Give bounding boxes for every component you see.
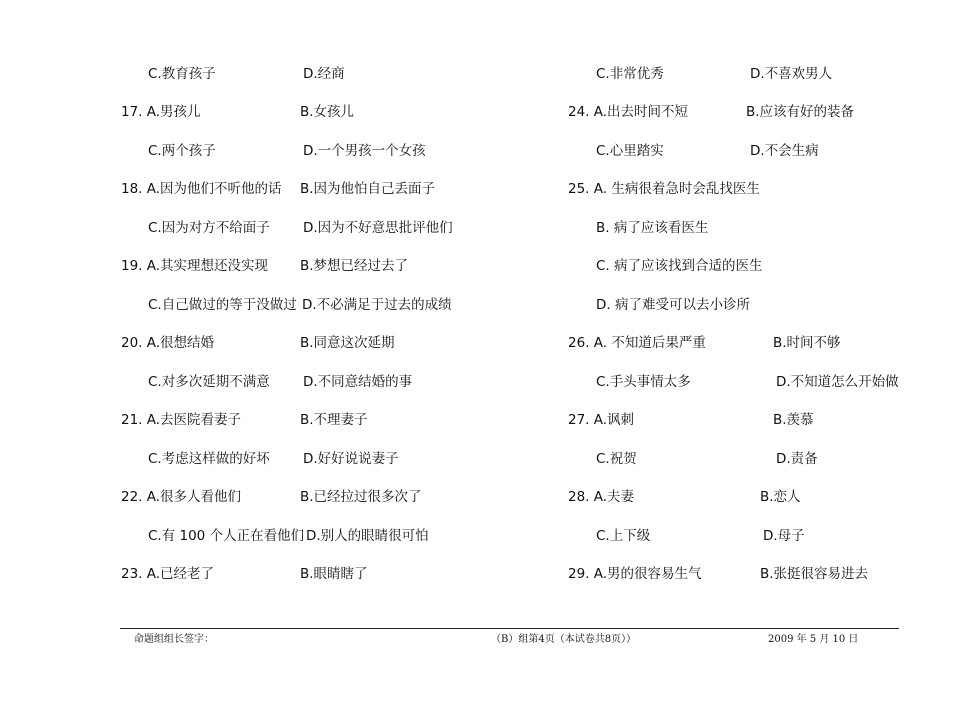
option-a: 26. A. 不知道后果严重 <box>568 335 706 351</box>
option-b: B. 病了应该看医生 <box>596 220 709 236</box>
option-d: D.好好说说妻子 <box>303 451 399 467</box>
option-c: C. 病了应该找到合适的医生 <box>596 258 763 274</box>
option-b: B.同意这次延期 <box>300 335 395 351</box>
option-a: 28. A.夫妻 <box>568 489 635 505</box>
option-b: B.张挺很容易进去 <box>760 566 869 582</box>
option-a: 17. A.男孩儿 <box>121 104 201 120</box>
option-c: C.手头事情太多 <box>596 374 691 390</box>
option-c: C.自己做过的等于没做过 <box>148 297 297 313</box>
option-a: 22. A.很多人看他们 <box>121 489 242 505</box>
option-d: D.不知道怎么开始做 <box>776 374 899 390</box>
option-d: D.别人的眼睛很可怕 <box>306 528 429 544</box>
option-b: B.时间不够 <box>773 335 841 351</box>
option-c: C.非常优秀 <box>596 66 664 82</box>
option-b: B.女孩儿 <box>300 104 355 120</box>
option-c: C.因为对方不给面子 <box>148 220 270 236</box>
option-b: B.羡慕 <box>773 412 814 428</box>
option-b: B.恋人 <box>760 489 801 505</box>
option-a: 27. A.讽刺 <box>568 412 635 428</box>
option-c: C.祝贺 <box>596 451 637 467</box>
option-c: C.两个孩子 <box>148 143 216 159</box>
option-d: D. 病了难受可以去小诊所 <box>596 297 750 313</box>
option-b: B.已经拉过很多次了 <box>300 489 422 505</box>
option-d: D.因为不好意思批评他们 <box>303 220 453 236</box>
option-d: D.一个男孩一个女孩 <box>303 143 426 159</box>
option-b: B.眼睛瞎了 <box>300 566 368 582</box>
option-a: 29. A.男的很容易生气 <box>568 566 702 582</box>
option-a: 25. A. 生病很着急时会乱找医生 <box>568 181 760 197</box>
footer-divider <box>120 628 899 629</box>
option-a: 19. A.其实理想还没实现 <box>121 258 269 274</box>
option-d: D.不同意结婚的事 <box>303 374 413 390</box>
option-d: D.不必满足于过去的成绩 <box>302 297 452 313</box>
signature-label: 命题组组长签字： <box>134 634 214 645</box>
option-c: C.对多次延期不满意 <box>148 374 270 390</box>
option-c: C.教育孩子 <box>148 66 216 82</box>
exam-date: 2009 年 5 月 10 日 <box>768 634 859 645</box>
option-d: D.责备 <box>776 451 818 467</box>
option-a: 23. A.已经老了 <box>121 566 215 582</box>
option-a: 21. A.去医院看妻子 <box>121 412 242 428</box>
option-c: C.心里踏实 <box>596 143 664 159</box>
option-d: D.不会生病 <box>750 143 819 159</box>
option-a: 18. A.因为他们不听他的话 <box>121 181 282 197</box>
option-b: B.梦想已经过去了 <box>300 258 409 274</box>
option-b: B.因为他怕自己丢面子 <box>300 181 436 197</box>
option-c: C.有 100 个人正在看他们 <box>148 528 305 544</box>
option-d: D.经商 <box>303 66 345 82</box>
option-d: D.母子 <box>763 528 805 544</box>
option-c: C.上下级 <box>596 528 651 544</box>
option-d: D.不喜欢男人 <box>750 66 833 82</box>
option-c: C.考虑这样做的好坏 <box>148 451 270 467</box>
option-a: 24. A.出去时间不短 <box>568 104 689 120</box>
option-b: B.应该有好的装备 <box>746 104 855 120</box>
option-a: 20. A.很想结婚 <box>121 335 215 351</box>
page-number: （B）组第4页（本试卷共8页）） <box>491 634 637 645</box>
option-b: B.不理妻子 <box>300 412 368 428</box>
